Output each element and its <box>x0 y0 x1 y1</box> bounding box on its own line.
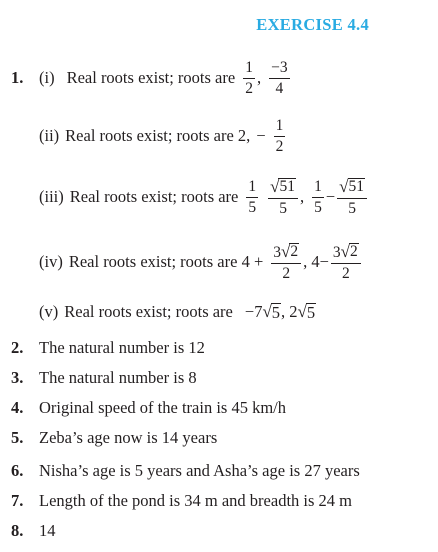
sqrt-symbol: √ 2 <box>340 242 358 261</box>
part-label: (v) <box>39 301 59 321</box>
answer-1-v <box>0 300 438 324</box>
answer-text: Real roots exist; roots are <box>64 301 233 321</box>
answer-text: Real roots exist; roots are <box>69 186 239 206</box>
answer-number: 6. <box>11 461 24 480</box>
answer-text: Length of the pond is 34 m and breadth is 24 m <box>39 491 352 510</box>
answer-text: The natural number is 12 <box>39 338 205 357</box>
answer-8 <box>0 523 438 541</box>
fraction-3-sqrt2-over-2: 3 √ 2 2 <box>331 243 361 281</box>
answer-text: 14 <box>39 521 56 540</box>
fraction-3-sqrt2-over-2: 3 √ 2 2 <box>271 243 301 281</box>
answer-number: 4. <box>11 398 24 417</box>
sqrt-symbol: √ 5 <box>297 301 316 322</box>
root-coefficient: −7 <box>244 301 263 321</box>
separator: , 4− <box>303 251 329 271</box>
answer-5 <box>0 430 438 448</box>
sqrt-symbol: √ 2 <box>281 242 299 261</box>
answer-1-ii <box>0 116 438 156</box>
answer-2 <box>0 340 438 358</box>
answer-number: 2. <box>11 338 24 357</box>
answer-number: 7. <box>11 491 24 510</box>
fraction-sqrt-51-over-5: √ 51 5 <box>268 178 298 216</box>
answer-1-iii <box>0 177 438 217</box>
answer-number: 1. <box>11 68 24 87</box>
fraction-one-fifth: $\frac{1}{5}$ <box>248 178 257 216</box>
answer-6 <box>0 463 438 481</box>
answer-text: Zeba’s age now is 14 years <box>39 428 218 447</box>
minus-sign: − <box>256 125 266 145</box>
answer-text: Real roots exist; roots are 2, <box>65 125 251 145</box>
answer-1-i <box>0 58 438 98</box>
fraction-root-2: $\frac{1}{2}$ <box>275 117 284 155</box>
fraction-sqrt-51-over-5: √ 51 5 <box>337 178 367 216</box>
fraction-root-2: $\frac{-3}{4}$ <box>271 59 288 97</box>
sqrt-symbol: √ 5 <box>262 301 281 322</box>
answer-number: 3. <box>11 368 24 387</box>
fraction-one-fifth: $\frac{1}{5}$ <box>314 178 322 216</box>
sqrt-symbol: √ 51 <box>339 177 365 196</box>
answer-3 <box>0 370 438 388</box>
separator: , <box>256 67 262 87</box>
minus-sign: − <box>325 186 336 206</box>
part-label: (iii) <box>39 186 64 206</box>
answer-7 <box>0 493 438 511</box>
part-label: (ii) <box>39 125 60 145</box>
separator: , 2 <box>281 301 298 321</box>
part-label: (i) <box>39 67 55 87</box>
part-label: (iv) <box>39 251 63 271</box>
answer-text: The natural number is 8 <box>39 368 197 387</box>
answer-number: 5. <box>11 428 24 447</box>
answer-text: Original speed of the train is 45 km/h <box>39 398 286 417</box>
answer-4 <box>0 400 438 418</box>
answer-number: 8. <box>11 521 24 540</box>
answer-text: Real roots exist; roots are <box>66 67 236 87</box>
fraction-root-1: $\frac{1}{2}$ <box>245 59 253 97</box>
answer-text: Nisha’s age is 5 years and Asha’s age is 27 years <box>39 461 360 480</box>
answer-1-iv <box>0 242 438 282</box>
separator: , <box>299 186 305 206</box>
answer-text: Real roots exist; roots are 4 + <box>68 251 264 271</box>
sqrt-symbol: √ 51 <box>270 177 295 196</box>
exercise-title: EXERCISE 4.4 <box>256 15 369 34</box>
